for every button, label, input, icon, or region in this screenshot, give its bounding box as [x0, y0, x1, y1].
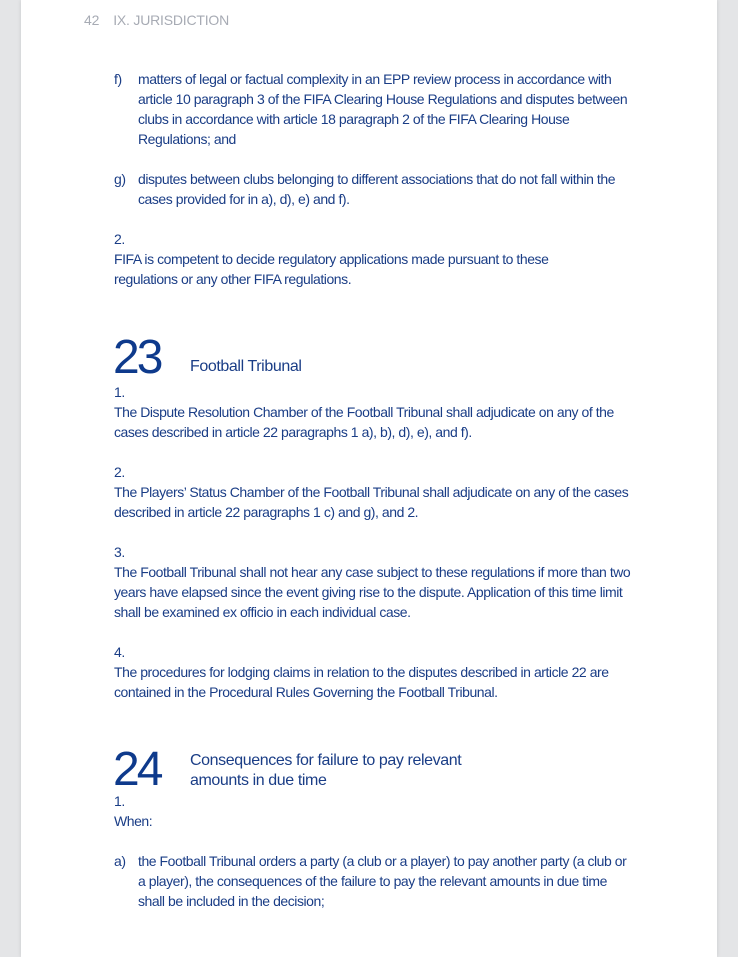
list-item-text: matters of legal or factual complexity in an EPP review process in accordance with article 10 paragraph 3 of the FIFA Clearing House Regulations and disputes between clubs in accordance with article 18 paragraph 2 of the FIFA Clearing House Regulations; and	[138, 71, 628, 147]
list-item-a	[114, 851, 644, 913]
paragraph-text: The procedures for lodging claims in relation to the disputes described in article 22 are contained in the Procedural Rules Governing the Football Tribunal.	[114, 664, 609, 700]
paragraph-text: FIFA is competent to decide regulatory applications made pursuant to these regulations or any other FIFA regulations.	[114, 251, 549, 287]
list-item-text: disputes between clubs belonging to different associations that do not fall within the cases provided for in a), d), e) and f).	[138, 171, 616, 207]
article-24-title: Consequences for failure to pay relevant amounts in due time	[190, 752, 462, 789]
article-23-paragraph-1	[114, 382, 644, 442]
page-header	[84, 12, 229, 28]
list-item-label: f)	[114, 71, 122, 87]
article-23-number: 23	[113, 331, 161, 384]
list-item-g	[114, 169, 644, 211]
article-24-number: 24	[113, 743, 161, 796]
article-23-title: Football Tribunal	[190, 358, 302, 375]
paragraph-number: 2.	[114, 231, 125, 247]
paragraph-number: 1.	[114, 793, 125, 809]
paragraph-number: 3.	[114, 544, 125, 560]
article-23-paragraph-4	[114, 642, 644, 702]
paragraph-text: The Dispute Resolution Chamber of the Football Tribunal shall adjudicate on any of the cases described in article 22 paragraphs 1 a), b), d), e), and f).	[114, 404, 614, 440]
document-page	[21, 0, 717, 957]
paragraph-text: The Players’ Status Chamber of the Football Tribunal shall adjudicate on any of the cases described in article 22 paragraphs 1 c) and g), and 2.	[114, 484, 629, 520]
paragraph-number: 4.	[114, 644, 125, 660]
paragraph-text: When:	[114, 813, 153, 829]
paragraph-2	[114, 229, 644, 289]
page-number: 42	[84, 12, 100, 28]
article-23-paragraph-3	[114, 542, 644, 622]
list-item-text: the Football Tribunal orders a party (a club or a player) to pay another party (a club or a player), the consequences of the failure to pay the relevant amounts in due time shall be included in the decision;	[138, 853, 627, 909]
section-title: IX. JURISDICTION	[113, 12, 229, 28]
list-item-label: g)	[114, 171, 126, 187]
paragraph-number: 1.	[114, 384, 125, 400]
article-23-paragraph-2	[114, 462, 644, 522]
list-item-f	[114, 69, 644, 151]
list-item-label: a)	[114, 853, 126, 869]
article-24-paragraph-1	[114, 791, 644, 831]
paragraph-number: 2.	[114, 464, 125, 480]
paragraph-text: The Football Tribunal shall not hear any case subject to these regulations if more than two years have elapsed since the event giving rise to the dispute. Application of this time limit shall be examined ex officio in each individual case.	[114, 564, 631, 620]
